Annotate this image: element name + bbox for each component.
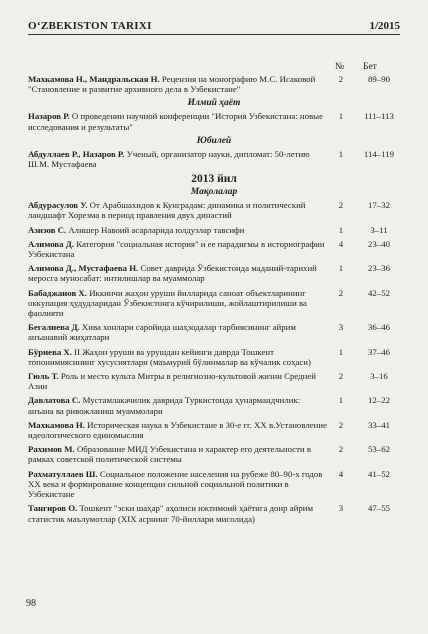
column-header-pages: Бет [363,62,377,72]
entry-pages: 3–16 [370,371,388,382]
page-number: 98 [26,598,36,609]
issue-number: 1/2015 [369,20,400,32]
index-entry [28,225,400,235]
entry-text [28,111,328,131]
entry-text [28,239,328,259]
entry-issue-number: 4 [338,238,344,249]
entry-text [28,371,328,391]
entry-author: Махкамова Н. [28,419,85,430]
entry-title: Хива хонлари саройида шаҳзодалар тарбиясининг айрим анъанавий жиҳатлари [28,322,296,343]
entry-title: II Жаҳон уруши ва урушдан кейинги даврда Тошкент топонимиясининг хусусиятлари (маъмурий бўлинмалар ва кўчалик соҳаси) [28,346,311,367]
entry-issue-number: 1 [338,111,344,122]
index-entry [28,111,400,131]
entry-author: Махкамова Н., Мандральская Н. [28,74,160,84]
entry-title: Ученый, организатор науки, дипломат: 50-летию Ш.М. Мустафаева [28,148,310,170]
entry-pages: 111–113 [364,111,394,122]
entry-title: Категория "социальная история" и ее парадигмы в историографии Узбекистана [28,238,325,260]
entry-title: Образование МИД Узбекистана и характер его деятельности в рамках советской политической системы [28,444,311,465]
index-entry [28,395,400,415]
index-entry [28,263,400,283]
entry-title: Историческая наука в Узбекистане в 30-е гг. XX в.Установление идеологического единомыслия [28,419,327,441]
index-entry [28,239,400,259]
entry-title: Совет даврида Ўзбекистонда маданий-тарихий меросга муносабат: интилишлар ва муаммолар [28,263,317,284]
entry-author: Назаров Р. [28,111,70,122]
entry-author: Бабаджанов Х. [28,287,87,298]
index-entry [28,420,400,440]
entry-author: Рахматуллаев Ш. [28,468,98,479]
entry-text [28,444,328,464]
entry-author: Гюль Т. [28,371,59,382]
entry-text [28,200,328,220]
entry-title: Рецензия на монографию М.С. Исаковой "Становление и развитие архивного дела в Узбекистане" [28,74,316,95]
entry-title: Иккинчи жаҳон уруши йилларида саноат объектларининг оккупация ҳудудларидан Ўзбекистонга кўчирилиши, жойлаштирилиши ва фаолияти [28,287,307,319]
header-rule [28,34,400,35]
entry-issue-number: 1 [338,346,344,357]
entry-title: Роль и место культа Митры в религиозно-культовой жизни Средней Азии [28,371,316,392]
section-heading: Илмий ҳаёт [187,98,241,109]
entry-text [28,420,328,440]
entry-text [28,347,328,367]
entry-pages: 23–40 [368,238,390,249]
entry-issue-number: 4 [338,468,344,479]
entry-pages: 17–32 [368,200,390,211]
entry-pages: 23–36 [368,263,390,274]
entry-issue-number: 2 [338,74,344,84]
entry-pages: 53–62 [368,444,390,455]
section-heading: Юбилей [196,135,232,146]
year-heading: 2013 йил [191,173,237,186]
entry-author: Алимова Д. [28,238,75,249]
entry-pages: 47–55 [368,503,390,514]
entry-author: Абдуллаев Р., Назаров Р. [28,148,125,159]
entry-issue-number: 1 [338,263,344,274]
entry-author: Бегалиева Д. [28,322,80,333]
entry-title: От Арабшахидов к Кунградам: динамика и политический ландшафт Хорезма в период правления двух династий [28,200,306,221]
entry-pages: 114–119 [363,148,395,159]
index-entry [28,503,400,523]
index-entry [28,74,400,94]
entry-issue-number: 1 [338,148,344,159]
index-entry [28,347,400,367]
entry-pages: 3–11 [370,224,388,235]
index-entry [28,149,400,169]
entry-pages: 42–52 [368,287,390,298]
journal-title: O‘ZBEKISTON TARIXI [28,20,152,32]
entry-author: Давлатова С. [28,395,81,406]
entry-text [28,149,328,169]
entry-issue-number: 3 [338,322,344,333]
running-header [28,20,400,36]
index-entry [28,371,400,391]
entry-author: Алимова Д., Мустафаева Н. [28,263,139,274]
entry-issue-number: 1 [338,395,344,406]
index-entry [28,200,400,220]
entry-pages: 33–41 [368,419,390,430]
entry-author: Рахимов М. [28,444,75,455]
index-entry [28,322,400,342]
entry-title: Мустамлакачилик даврида Туркистонда ҳунармандчилик: анъана ва ривожланиш муаммолари [28,395,301,416]
column-header-number: № [335,62,345,72]
entry-issue-number: 2 [338,287,344,298]
section-heading: Мақолалар [190,187,238,198]
entry-text [28,469,328,500]
entry-text [28,503,328,523]
entry-pages: 36–46 [368,322,390,333]
entry-title: Тошкент "эски шаҳар" аҳолиси ижтимоий ҳаётига доир айрим статистик маълумотлар (XIX асрнинг 70-йиллари мисолида) [28,503,314,524]
entry-text [28,74,328,94]
index-entry [28,288,400,319]
entry-issue-number: 2 [338,444,344,455]
entry-author: Абдурасулов У. [28,200,88,211]
entry-title: Социальное положение населения на рубеже 80–90-х годов XX века и формирование концепции сильной социальной политики в Узбекистане [28,468,323,500]
entry-text [28,263,328,283]
entry-issue-number: 1 [338,224,344,235]
entry-pages: 41–52 [368,468,390,479]
index-entry [28,469,400,500]
entry-issue-number: 2 [338,419,344,430]
entry-text [28,225,328,235]
entry-pages: 12–22 [368,395,390,406]
entry-title: Алишер Навоий асарларида юлдузлар тавсифи [66,224,245,235]
entry-text [28,288,328,319]
entry-text [28,322,328,342]
entry-author: Тангиров О. [28,503,78,514]
entry-author: Азизов С. [28,224,67,235]
entry-pages: 37–46 [368,346,390,357]
entry-title: О проведении научной конференции "История Узбекистана: новые исследования и результаты" [28,111,323,132]
entry-issue-number: 2 [338,371,344,382]
entry-issue-number: 3 [338,503,344,514]
entry-author: Бўриева Х. [28,346,72,357]
entry-issue-number: 2 [338,200,344,211]
entry-pages: 89–90 [368,74,390,84]
index-list [28,74,400,528]
entry-text [28,395,328,415]
index-entry [28,444,400,464]
